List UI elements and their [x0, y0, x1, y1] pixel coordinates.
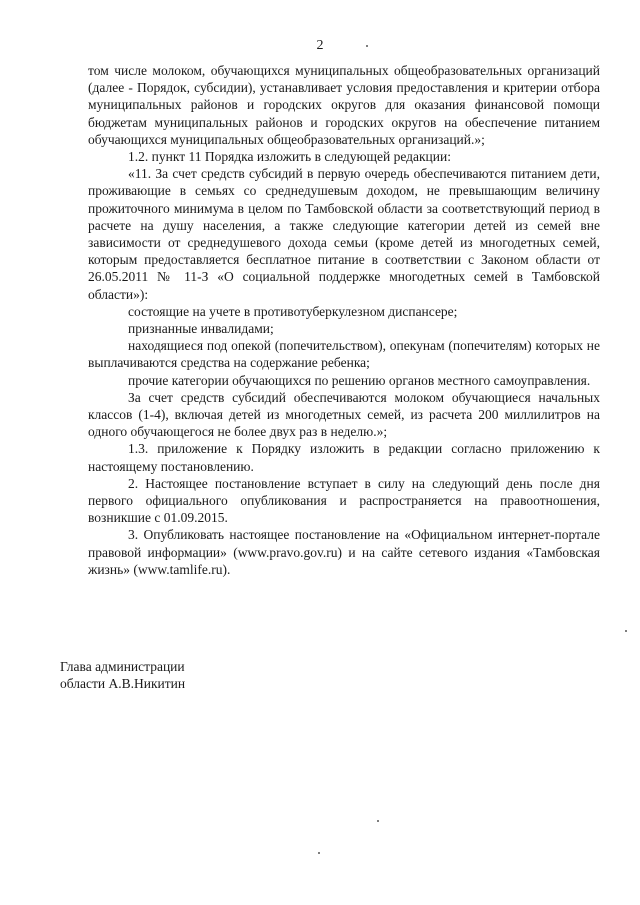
- signature-title: Глава администрации: [60, 659, 185, 674]
- paragraph-milk: За счет средств субсидий обеспечиваются молоком обучающиеся начальных классов (1-4), включая детей из многодетных семей, из расчета 200 миллилитров на одного обучающегося не более двух раз в неделю.»;: [88, 389, 600, 440]
- scan-speck: [318, 852, 320, 854]
- paragraph-3: 3. Опубликовать настоящее постановление на «Официальном интернет-портале правовой информации» (www.pravo.gov.ru) и на сайте сетевого издания «Тамбовская жизнь» (www.tamlife.ru).: [88, 527, 600, 577]
- page-number: 2: [316, 38, 324, 53]
- paragraph-1-2: 1.2. пункт 11 Порядка изложить в следующей редакции:: [128, 149, 451, 165]
- paragraph-continuation: том числе молоком, обучающихся муниципальных общеобразовательных организаций (далее - Порядок, субсидии), устанавливает условия предоставления и критерии отбора муниципальных районов и городских округов для оказания финансовой помощи бюджетам муниципальных районов и городских округов на обеспечение питанием обучающихся муниципальных общеобразовательных организаций.»;: [88, 63, 600, 147]
- list-item-other: прочие категории обучающихся по решению органов местного самоуправления.: [128, 372, 591, 388]
- scan-speck: [625, 630, 627, 632]
- paragraph-1-3: 1.3. приложение к Порядку изложить в редакции согласно приложению к настоящему постановлению.: [88, 441, 600, 474]
- paragraph-2: 2. Настоящее постановление вступает в силу на следующий день после дня первого официального опубликования и распространяется на правоотношения, возникшие с 01.09.2015.: [88, 475, 600, 526]
- scan-speck: [377, 820, 379, 822]
- scan-speck: [366, 45, 368, 47]
- signature-name: области А.В.Никитин: [60, 676, 186, 691]
- signature-block: [60, 658, 185, 692]
- document-body: [88, 62, 600, 578]
- list-item-guardianship: находящиеся под опекой (попечительством), опекунам (попечителям) которых не выплачиваются средства на содержание ребенка;: [88, 338, 600, 371]
- paragraph-clause-11: «11. За счет средств субсидий в первую очередь обеспечиваются питанием дети, проживающие в семьях со среднедушевым доходом, не превышающим величину прожиточного минимума в целом по Тамбовской области за соответствующий период в расчете на душу населения, а также следующие категории детей из семей вне зависимости от среднедушевого дохода семьи (кроме детей из многодетных семей, которым предоставляется бесплатное питание в соответствии с Законом области от 26.05.2011 № 11-З «О социальной поддержке многодетных семей в Тамбовской области»):: [88, 166, 600, 302]
- list-item-disabled: признанные инвалидами;: [128, 321, 274, 337]
- list-item-tuberculosis: состоящие на учете в противотуберкулезном диспансере;: [128, 303, 458, 319]
